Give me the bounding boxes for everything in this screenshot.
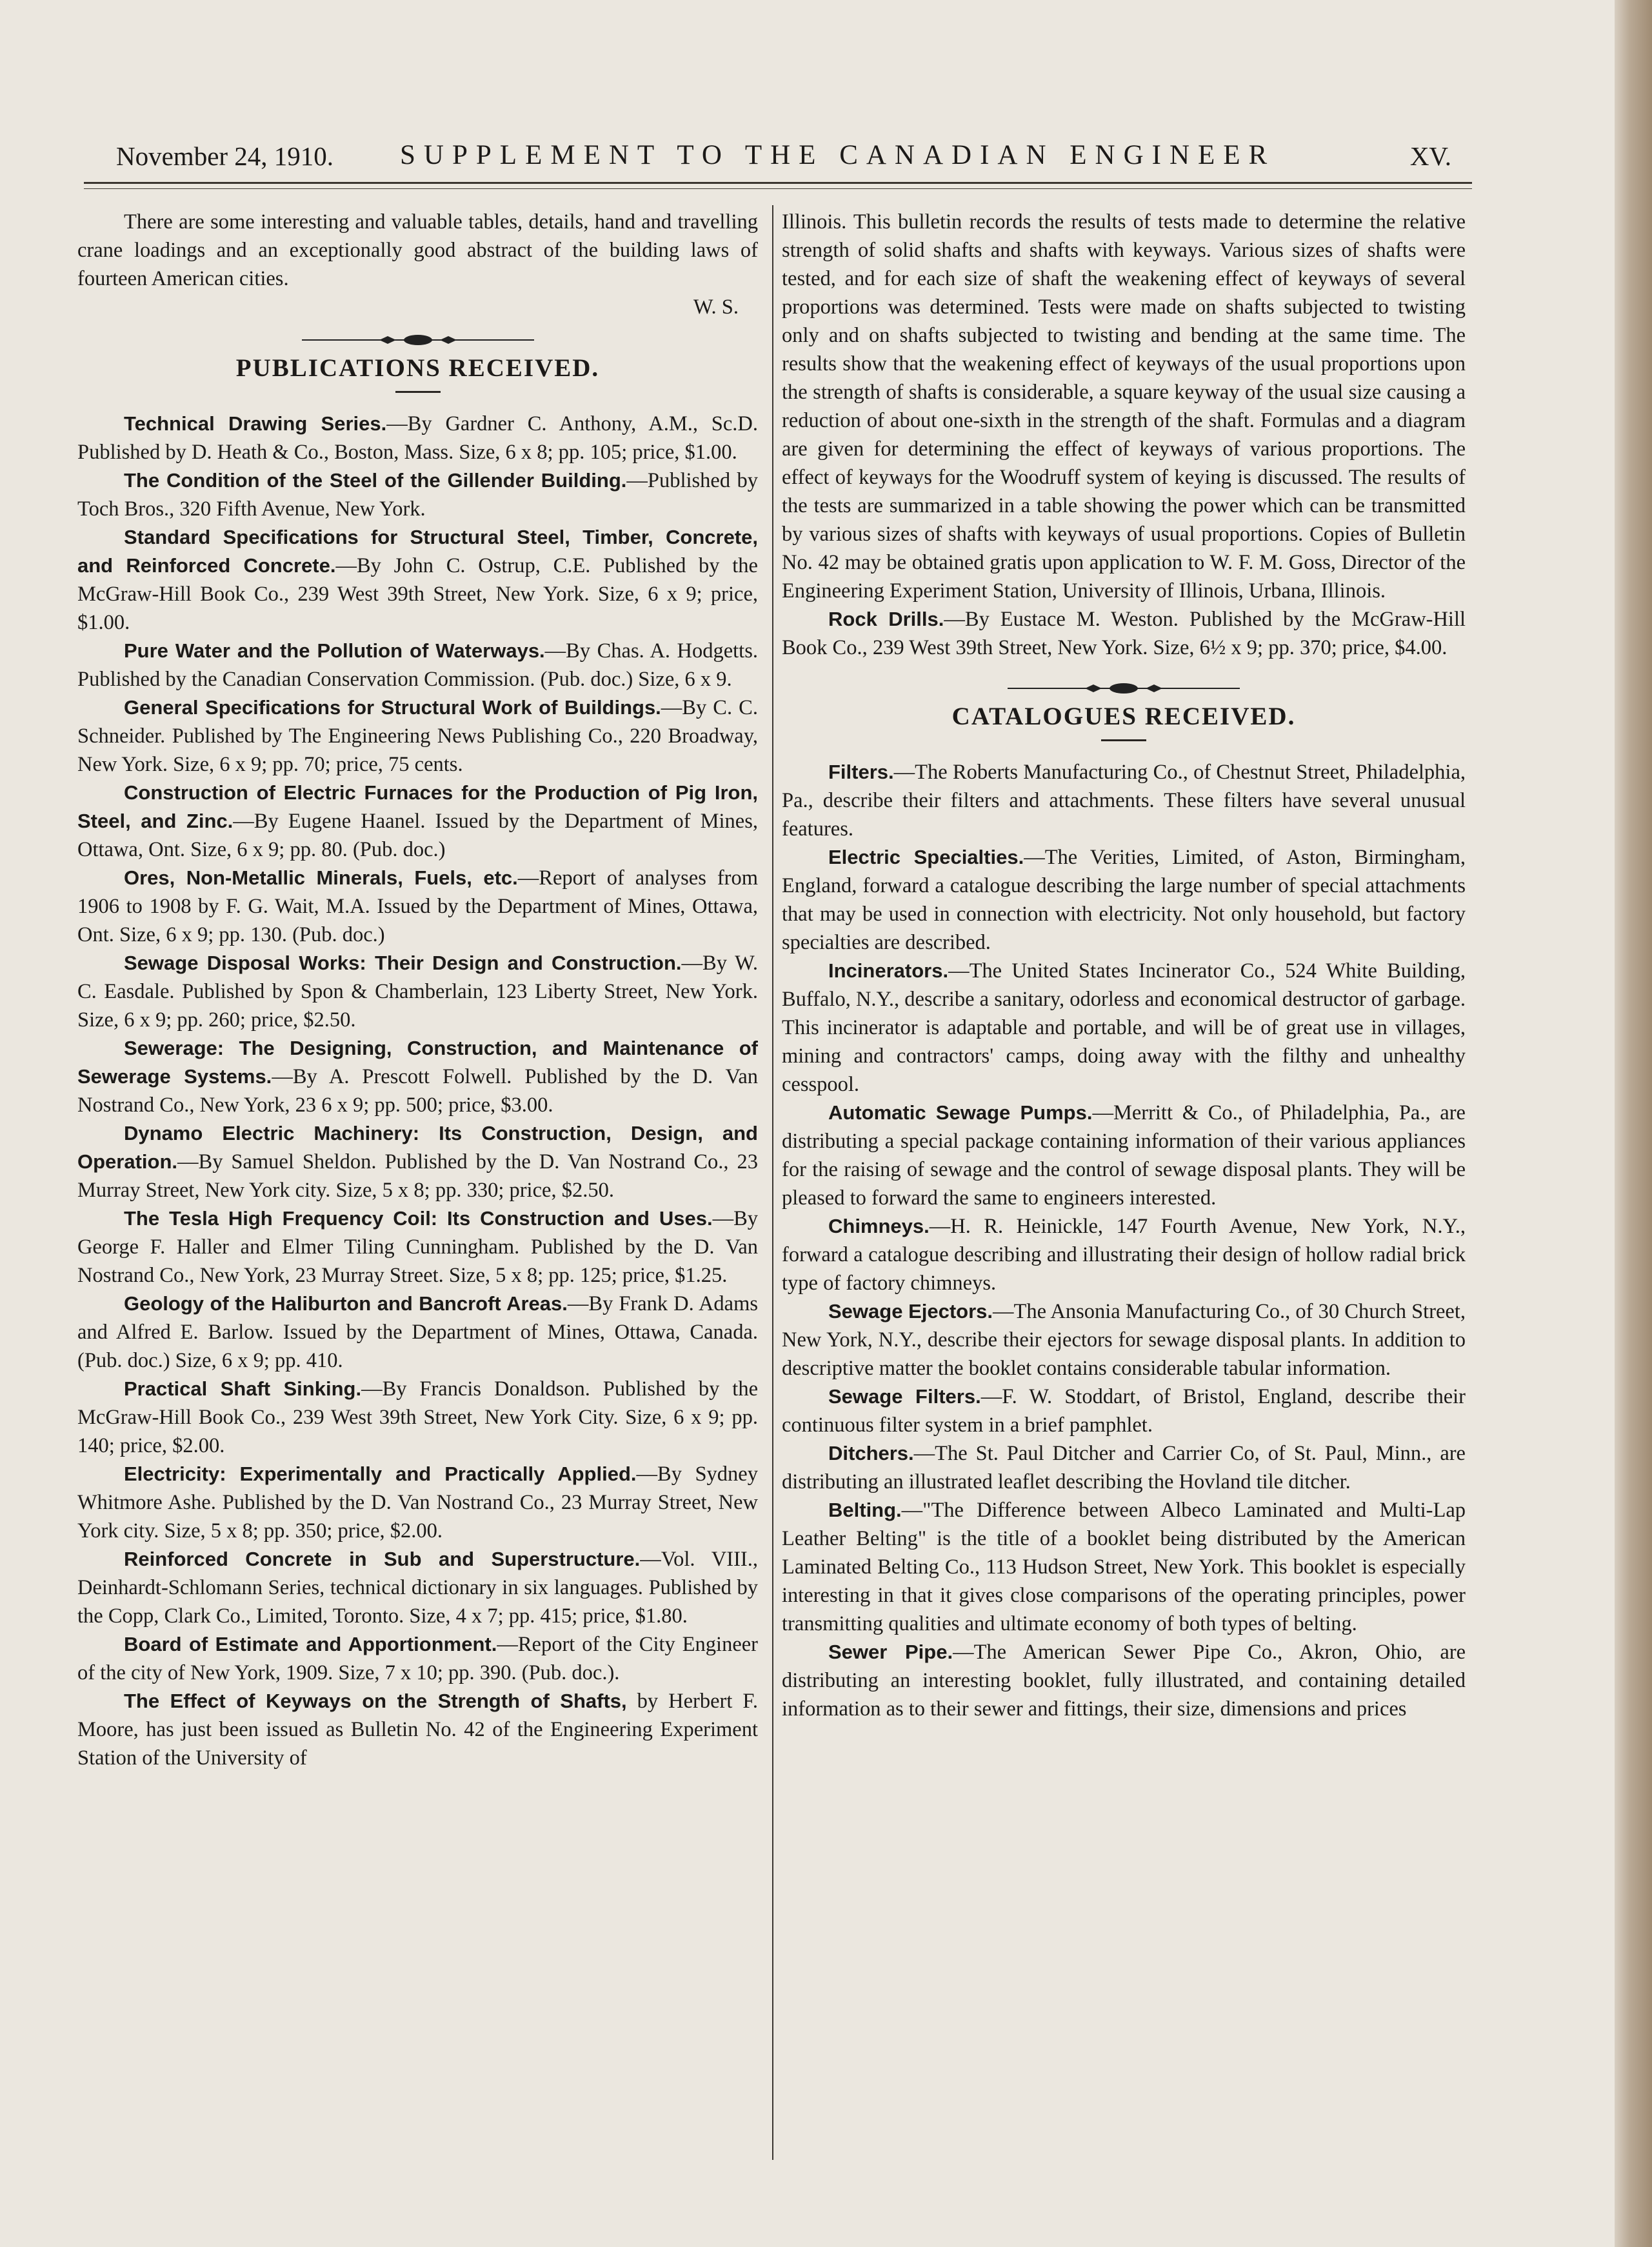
- publications-list: [77, 410, 758, 1772]
- publication-entry: [77, 779, 758, 864]
- catalogue-title: Sewer Pipe.: [828, 1641, 953, 1663]
- column-divider: [772, 205, 773, 2160]
- header-date: November 24, 1910.: [116, 141, 334, 171]
- catalogue-title: Sewage Filters.: [828, 1385, 981, 1408]
- catalogue-title: Incinerators.: [828, 959, 949, 982]
- publication-text: —By W. C. Easdale. Published by Spon & Chamberlain, 123 Liberty Street, New York. Size, 6 x 9; pp. 260; price, $2.50.: [77, 952, 758, 1032]
- publication-entry: [77, 1460, 758, 1545]
- publication-text: —Published by Toch Bros., 320 Fifth Avenue, New York.: [77, 469, 758, 521]
- publication-text: —By John C. Ostrup, C.E. Published by the McGraw-Hill Book Co., 239 West 39th Street, New York. Size, 6 x 9; price, $1.00.: [77, 554, 758, 634]
- publication-title: Standard Specifications for Structural Steel, Timber, Concrete, and Reinforced Concrete.: [77, 526, 758, 577]
- publication-text: —By Sydney Whitmore Ashe. Published by the D. Van Nostrand Co., 23 Murray Street, New York city. Size, 5 x 8; pp. 350; price, $2.00.: [77, 1463, 758, 1543]
- catalogue-text: —The Ansonia Manufacturing Co., of 30 Church Street, New York, N.Y., describe their ejectors for sewage disposal plants. In addition to descriptive matter the booklet contains considerable tabular information.: [782, 1300, 1466, 1380]
- publication-entry: [77, 1034, 758, 1119]
- catalogues-list: [782, 758, 1466, 1723]
- catalogue-entry: [782, 1099, 1466, 1212]
- publication-title: Practical Shaft Sinking.: [124, 1377, 362, 1400]
- publication-entry: [77, 523, 758, 637]
- catalogue-entry: [782, 957, 1466, 1099]
- catalogue-title: Belting.: [828, 1499, 902, 1521]
- publication-text: —By A. Prescott Folwell. Published by the D. Van Nostrand Co., New York, 23 6 x 9; pp. 500; price, $3.00.: [77, 1065, 758, 1117]
- publication-entry-rock-drills: [782, 605, 1466, 662]
- header-rule-thick: [84, 182, 1472, 184]
- publication-title: Rock Drills.: [828, 608, 944, 630]
- publication-title: Dynamo Electric Machinery: Its Construction, Design, and Operation.: [77, 1122, 758, 1173]
- catalogues-heading-rule: [1101, 739, 1146, 741]
- publication-entry: [77, 949, 758, 1034]
- running-header: [84, 134, 1471, 179]
- publication-title: Sewerage: The Designing, Construction, and Maintenance of Sewerage Systems.: [77, 1037, 758, 1088]
- page-number: XV.: [1409, 141, 1451, 171]
- publication-title: Ores, Non-Metallic Minerals, Fuels, etc.: [124, 866, 518, 889]
- header-title: SUPPLEMENT TO THE CANADIAN ENGINEER: [400, 140, 1276, 170]
- catalogue-text: —H. R. Heinickle, 147 Fourth Avenue, New York, N.Y., forward a catalogue describing and illustrating their design of hollow radial brick type of factory chimneys.: [782, 1215, 1466, 1295]
- publication-title: Sewage Disposal Works: Their Design and Construction.: [124, 952, 682, 974]
- publication-entry: [77, 1204, 758, 1290]
- catalogue-text: —The American Sewer Pipe Co., Akron, Ohio, are distributing an interesting booklet, fully illustrated, and containing detailed information as to their sewer and fittings, their size, dimensions and prices: [782, 1641, 1466, 1721]
- intro-paragraph: There are some interesting and valuable tables, details, hand and travelling crane loadings and an exceptionally good abstract of the building laws of fourteen American cities.: [77, 210, 758, 290]
- catalogue-entry: [782, 1212, 1466, 1297]
- catalogue-entry: [782, 1439, 1466, 1496]
- publication-entry: [77, 694, 758, 779]
- publication-title: General Specifications for Structural Work of Buildings.: [124, 696, 661, 719]
- publication-entry: [77, 410, 758, 466]
- publication-text: —By Samuel Sheldon. Published by the D. Van Nostrand Co., 23 Murray Street, New York city. Size, 5 x 8; pp. 330; price, $2.50.: [77, 1150, 758, 1202]
- ornament-divider-icon: [302, 330, 534, 350]
- publication-title: Reinforced Concrete in Sub and Superstructure.: [124, 1548, 641, 1570]
- publication-title: The Tesla High Frequency Coil: Its Construction and Uses.: [124, 1207, 713, 1230]
- catalogue-text: —The United States Incinerator Co., 524 White Building, Buffalo, N.Y., describe a sanitary, odorless and economical destructor of garbage. This incinerator is adaptable and portable, and will be of great use in villages, mining and contractors' camps, doing away with the filthy and unhealthy cesspool.: [782, 959, 1466, 1096]
- publication-entry: [77, 1119, 758, 1204]
- publication-text: —Vol. VIII., Deinhardt-Schlomann Series, technical dictionary in six languages. Published by the Copp, Clark Co., Limited, Toronto. Size, 4 x 7; pp. 415; price, $1.80.: [77, 1548, 758, 1628]
- right-column: [782, 208, 1466, 1723]
- catalogue-text: —The Verities, Limited, of Aston, Birmingham, England, forward a catalogue describing the large number of special attachments that may be used in connection with electricity. Not only household, but factory specialties are described.: [782, 846, 1466, 954]
- catalogue-text: —The St. Paul Ditcher and Carrier Co, of St. Paul, Minn., are distributing an illustrated leaflet describing the Hovland tile ditcher.: [782, 1442, 1466, 1493]
- header-rule-thin: [84, 188, 1472, 189]
- catalogue-entry: [782, 1383, 1466, 1439]
- catalogue-text: —The Roberts Manufacturing Co., of Chestnut Street, Philadelphia, Pa., describe their filters and attachments. These filters have several unusual features.: [782, 761, 1466, 841]
- catalogue-text: —F. W. Stoddart, of Bristol, England, describe their continuous filter system in a brief pamphlet.: [782, 1385, 1466, 1437]
- catalogue-entry: [782, 1496, 1466, 1638]
- catalogue-title: Sewage Ejectors.: [828, 1300, 993, 1323]
- book-spine-edge: [1615, 0, 1652, 2247]
- publication-entry: [77, 466, 758, 523]
- publication-title: Board of Estimate and Apportionment.: [124, 1633, 497, 1655]
- publication-entry: [77, 1290, 758, 1375]
- publication-text: by Herbert F. Moore, has just been issued as Bulletin No. 42 of the Engineering Experiment Station of the University of: [77, 1690, 759, 1770]
- catalogue-title: Ditchers.: [828, 1442, 914, 1464]
- left-column: [77, 208, 758, 1772]
- catalogue-entry: [782, 1638, 1466, 1723]
- publications-heading: PUBLICATIONS RECEIVED.: [235, 354, 600, 382]
- publication-title: Electricity: Experimentally and Practically Applied.: [124, 1463, 637, 1485]
- publication-text: —Report of analyses from 1906 to 1908 by F. G. Wait, M.A. Issued by the Department of Mines, Ottawa, Ont. Size, 6 x 9; pp. 130. (Pub. doc.): [77, 866, 758, 946]
- publication-text: —By Eustace M. Weston. Published by the McGraw-Hill Book Co., 239 West 39th Street, New York. Size, 6½ x 9; pp. 370; price, $4.00.: [782, 608, 1466, 659]
- catalogue-text: —Merritt & Co., of Philadelphia, Pa., are distributing a special package containing information of their various appliances for the raising of sewage and the control of sewage disposal plants. They will be pleased to forward the same to engineers interested.: [782, 1101, 1466, 1210]
- publication-text: —By C. C. Schneider. Published by The Engineering News Publishing Co., 220 Broadway, New York. Size, 6 x 9; pp. 70; price, 75 cents.: [77, 696, 758, 776]
- publication-title: Geology of the Haliburton and Bancroft Areas.: [124, 1292, 568, 1315]
- publication-title: Technical Drawing Series.: [124, 412, 387, 435]
- keyways-continuation: Illinois. This bulletin records the results of tests made to determine the relative strength of solid shafts and shafts with keyways. Various sizes of shafts were tested, and for each size of shaft the weakening effect of keyways of several proportions was determined. Tests were made on shafts subjected to twisting only and on shafts subjected to twisting and bending at the same time. The results show that the weakening effect of keyways of the usual proportions upon the strength of shafts is considerable, a square keyway of the usual size causing a reduction of about one-sixth in the strength of the shaft. Formulas and a diagram are given for determining the effect of keyways of various proportions. The effect of keyways for the Woodruff system of keying is discussed. The results of the tests are summarized in a table showing the power which can be transmitted by various sizes of shafts with keyways of usual proportions. Copies of Bulletin No. 42 may be obtained gratis upon application to W. F. M. Goss, Director of the Engineering Experiment Station, University of Illinois, Urbana, Illinois.: [782, 210, 1466, 603]
- publication-text: —By Gardner C. Anthony, A.M., Sc.D. Published by D. Heath & Co., Boston, Mass. Size, 6 x 8; pp. 105; price, $1.00.: [77, 412, 759, 464]
- publication-title: Construction of Electric Furnaces for the Production of Pig Iron, Steel, and Zinc.: [77, 781, 758, 832]
- publication-entry: [77, 637, 758, 694]
- catalogue-title: Electric Specialties.: [828, 846, 1024, 868]
- publication-text: —Report of the City Engineer of the city of New York, 1909. Size, 7 x 10; pp. 390. (Pub. doc.).: [77, 1633, 758, 1684]
- catalogue-title: Filters.: [828, 761, 894, 783]
- publication-entry: [77, 864, 758, 949]
- publication-entry: [77, 1545, 758, 1630]
- publication-title: The Condition of the Steel of the Gillender Building.: [124, 469, 627, 492]
- publication-text: —By Francis Donaldson. Published by the McGraw-Hill Book Co., 239 West 39th Street, New York City. Size, 6 x 9; pp. 140; price, $2.00.: [77, 1377, 758, 1457]
- catalogue-title: Automatic Sewage Pumps.: [828, 1101, 1093, 1124]
- intro-signature: W. S.: [693, 295, 739, 319]
- publication-entry: [77, 1687, 758, 1772]
- catalogue-entry: [782, 843, 1466, 957]
- publications-heading-rule: [395, 391, 441, 393]
- publication-entry: [77, 1630, 758, 1687]
- publication-text: —By Frank D. Adams and Alfred E. Barlow. Issued by the Department of Mines, Ottawa, Canada. (Pub. doc.) Size, 6 x 9; pp. 410.: [77, 1292, 759, 1372]
- publication-entry: [77, 1375, 758, 1460]
- publication-title: Pure Water and the Pollution of Waterways.: [124, 639, 545, 662]
- publication-text: —By Chas. A. Hodgetts. Published by the Canadian Conservation Commission. (Pub. doc.) Size, 6 x 9.: [77, 639, 758, 691]
- publication-text: —By Eugene Haanel. Issued by the Department of Mines, Ottawa, Ont. Size, 6 x 9; pp. 80. (Pub. doc.): [77, 810, 758, 861]
- ornament-divider-icon: [1008, 679, 1240, 698]
- catalogue-title: Chimneys.: [828, 1215, 930, 1237]
- publication-title: The Effect of Keyways on the Strength of Shafts,: [124, 1690, 627, 1712]
- catalogue-entry: [782, 758, 1466, 843]
- publication-text: —By George F. Haller and Elmer Tiling Cunningham. Published by the D. Van Nostrand Co., New York, 23 Murray Street. Size, 5 x 8; pp. 125; price, $1.25.: [77, 1207, 758, 1287]
- catalogue-text: —"The Difference between Albeco Laminated and Multi-Lap Leather Belting" is the title of a booklet being distributed by the American Laminated Belting Co., 113 Hudson Street, New York. This booklet is especially interesting in that it gives close comparisons of the operating principles, power transmitting qualities and ultimate economy of both types of belting.: [782, 1499, 1466, 1635]
- catalogue-entry: [782, 1297, 1466, 1383]
- catalogues-heading: CATALOGUES RECEIVED.: [951, 703, 1296, 730]
